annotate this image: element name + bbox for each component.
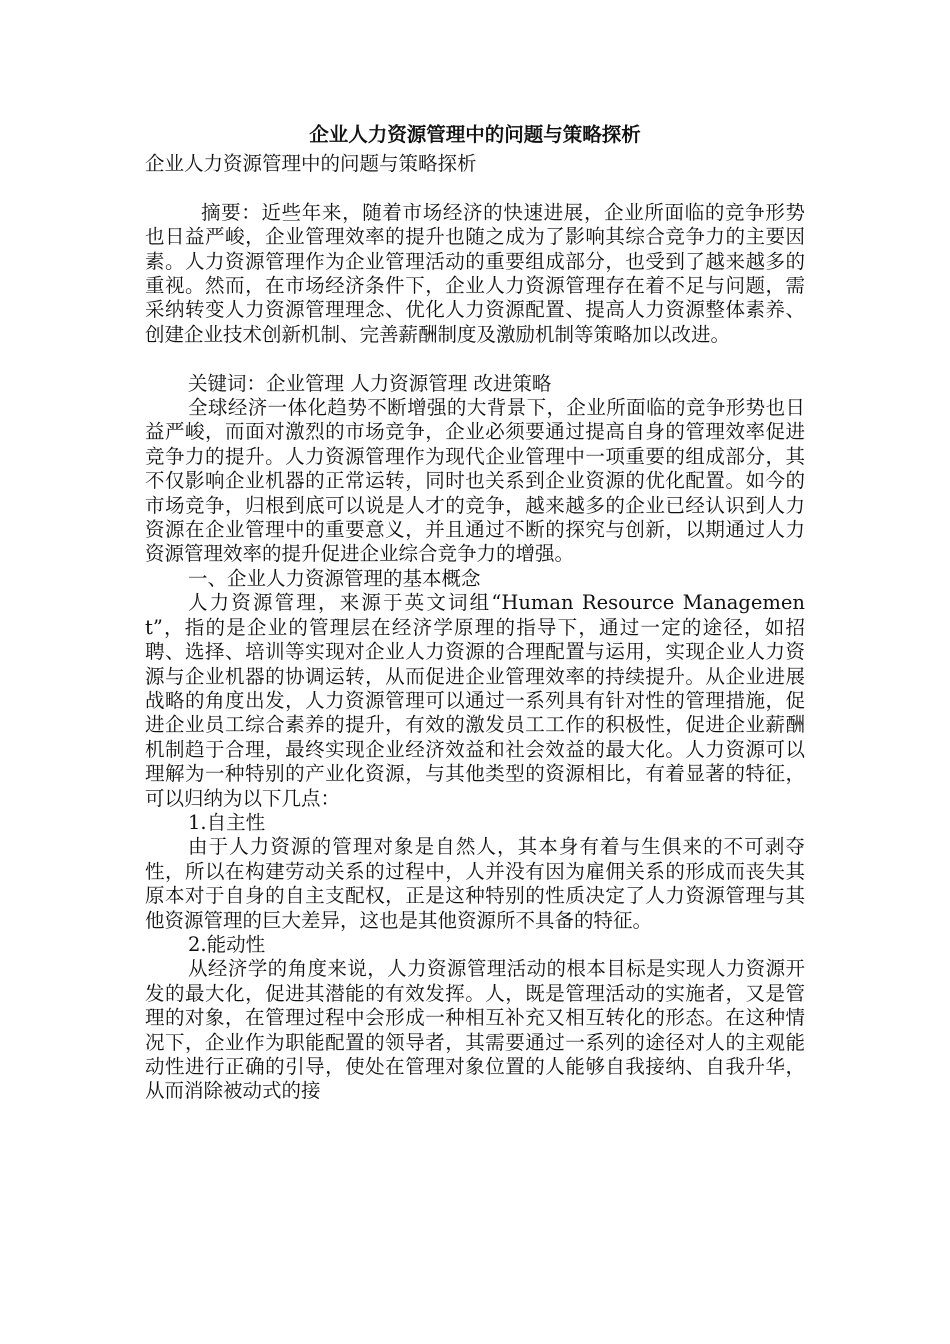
blank-line xyxy=(145,176,805,200)
document-subtitle: 企业人力资源管理中的问题与策略探析 xyxy=(145,152,477,175)
point-paragraph: 从经济学的角度来说，人力资源管理活动的根本目标是实现人力资源开发的最大化，促进其潜能的有效发挥。人，既是管理活动的实施者，又是管理的对象，在管理过程中会形成一种相互补充又相互转化的形态。在这种情况下，企业作为职能配置的领导者，其需要通过一系列的途径对人的主观能动性进行正确的引导，使处在管理对象位置的人能够自我接纳、自我升华，从而消除被动式的接 xyxy=(145,957,805,1103)
section-paragraph: 人力资源管理，来源于英文词组“Human Resource Management”，指的是企业的管理层在经济学原理的指导下，通过一定的途径，如招聘、选择、培训等实现对企业人力资源的合理配置与运用，实现企业人力资源与企业机器的协调运转，从而促进企业管理效率的持续提升。从企业进展战略的角度出发，人力资源管理可以通过一系列具有针对性的管理措施，促进企业员工综合素养的提升，有效的激发员工工作的积极性，促进企业薪酬机制趋于合理，最终实现企业经济效益和社会效益的最大化。人力资源可以理解为一种特别的产业化资源，与其他类型的资源相比，有着显著的特征，可以归纳为以下几点： xyxy=(145,591,805,810)
point-heading: 1.自主性 xyxy=(188,810,266,834)
point-heading: 2.能动性 xyxy=(188,932,266,956)
section-heading: 一、企业人力资源管理的基本概念 xyxy=(188,566,481,590)
abstract-paragraph: 摘要：近些年来，随着市场经济的快速进展，企业所面临的竞争形势也日益严峻，企业管理效率的提升也随之成为了影响其综合竞争力的主要因素。人力资源管理作为企业管理活动的重要组成部分，也受到了越来越多的重视。然而，在市场经济条件下，企业人力资源管理存在着不足与问题，需采纳转变人力资源管理理念、优化人力资源配置、提高人力资源整体素养、创建企业技术创新机制、完善薪酬制度及激励机制等策略加以改进。 xyxy=(145,200,805,346)
keywords-line: 关键词：企业管理 人力资源管理 改进策略 xyxy=(188,371,552,395)
document-page xyxy=(145,118,805,1104)
document-title: 企业人力资源管理中的问题与策略探析 xyxy=(309,123,641,146)
blank-line xyxy=(145,347,805,371)
point-paragraph: 由于人力资源的管理对象是自然人，其本身有着与生俱来的不可剥夺性，所以在构建劳动关系的过程中，人并没有因为雇佣关系的形成而丧失其原本对于自身的自主支配权，正是这种特别的性质决定了人力资源管理与其他资源管理的巨大差异，这也是其他资源所不具备的特征。 xyxy=(145,835,805,932)
intro-paragraph: 全球经济一体化趋势不断增强的大背景下，企业所面临的竞争形势也日益严峻，而面对激烈的市场竞争，企业必须要通过提高自身的管理效率促进竞争力的提升。人力资源管理作为现代企业管理中一项重要的组成部分，其不仅影响企业机器的正常运转，同时也关系到企业资源的优化配置。如今的市场竞争，归根到底可以说是人才的竞争，越来越多的企业已经认识到人力资源在企业管理中的重要意义，并且通过不断的探究与创新，以期通过人力资源管理效率的提升促进企业综合竞争力的增强。 xyxy=(145,396,805,566)
